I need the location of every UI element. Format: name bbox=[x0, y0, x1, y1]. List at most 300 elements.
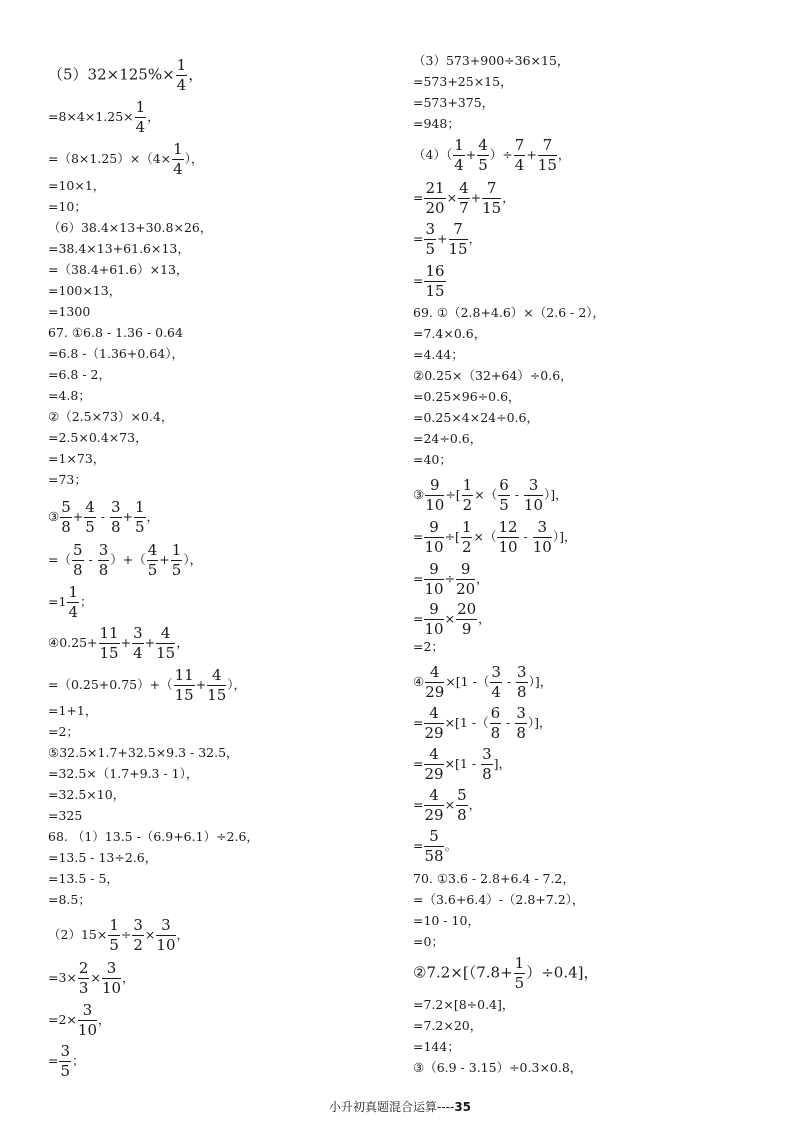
numerator: 3 bbox=[78, 1003, 97, 1021]
denominator: 10 bbox=[424, 580, 444, 598]
expr-text: ， bbox=[176, 635, 189, 650]
footer-label: 小升初真题混合运算---- bbox=[328, 1100, 455, 1114]
fraction bbox=[174, 668, 195, 703]
expr-text: ）， bbox=[183, 552, 203, 567]
expr-text: + bbox=[526, 147, 537, 162]
denominator: 5 bbox=[147, 561, 158, 579]
denominator: 8 bbox=[457, 806, 467, 824]
step-line: =13.5 - 13÷2.6， bbox=[48, 850, 158, 865]
fraction bbox=[78, 1003, 97, 1038]
fraction bbox=[132, 918, 144, 953]
numerator: 1 bbox=[68, 583, 78, 601]
denominator: 4 bbox=[491, 683, 501, 701]
step-line: =1+1， bbox=[48, 703, 98, 718]
expr-text: = bbox=[413, 797, 424, 812]
step-line bbox=[413, 222, 481, 257]
step-line: =0.25×4×24÷0.6， bbox=[413, 410, 539, 425]
expr-text: （5）32×125%× bbox=[48, 65, 175, 84]
step-line bbox=[413, 478, 568, 513]
numerator: 4 bbox=[207, 668, 226, 686]
expr-text: ， bbox=[468, 797, 482, 812]
fraction bbox=[171, 543, 183, 578]
expr-text: ， bbox=[188, 65, 204, 84]
numerator: 3 bbox=[156, 918, 175, 936]
numerator: 21 bbox=[425, 179, 445, 197]
step-line bbox=[48, 100, 160, 135]
expr-text: ④ bbox=[413, 674, 425, 689]
numerator: 9 bbox=[424, 520, 443, 538]
denominator: 5 bbox=[514, 974, 525, 992]
fraction bbox=[538, 138, 557, 173]
expr-text: + bbox=[470, 190, 482, 205]
expr-text: = bbox=[413, 571, 424, 586]
denominator: 4 bbox=[133, 644, 143, 662]
expr-text: - bbox=[84, 552, 97, 567]
denominator: 10 bbox=[101, 979, 122, 997]
step-line bbox=[48, 585, 93, 620]
denominator: 29 bbox=[424, 765, 444, 783]
numerator: 4 bbox=[459, 179, 469, 197]
step-line bbox=[413, 181, 515, 216]
step-line: =7.2×20， bbox=[413, 1018, 483, 1033]
numerator: 7 bbox=[514, 136, 525, 154]
expr-text: （2）15× bbox=[48, 927, 108, 942]
fraction bbox=[524, 478, 543, 513]
step-line: =4.44； bbox=[413, 347, 464, 362]
expr-text: =8×4×1.25× bbox=[48, 109, 134, 124]
denominator: 8 bbox=[490, 724, 501, 742]
denominator: 15 bbox=[99, 644, 119, 662]
fraction bbox=[456, 602, 477, 637]
step-line: =0.25×96÷0.6， bbox=[413, 389, 521, 404]
fraction bbox=[132, 626, 144, 661]
denominator: 10 bbox=[523, 496, 544, 514]
expr-text: - bbox=[519, 529, 532, 544]
expr-text: ， bbox=[146, 509, 160, 524]
expr-text: ）]， bbox=[544, 487, 568, 502]
numerator: 3 bbox=[102, 961, 121, 979]
fraction bbox=[490, 665, 502, 700]
expr-text: - bbox=[96, 509, 109, 524]
fraction bbox=[497, 520, 518, 555]
step-line bbox=[48, 500, 159, 535]
fraction bbox=[453, 138, 465, 173]
step-line: =7.2×[8÷0.4]， bbox=[413, 997, 515, 1012]
step-line: ⑤32.5×1.7+32.5×9.3 - 32.5， bbox=[48, 745, 239, 760]
step-line: =（38.4+61.6）×13， bbox=[48, 262, 189, 277]
numerator: 1 bbox=[171, 541, 182, 559]
numerator: 1 bbox=[514, 954, 525, 972]
expr-text: = bbox=[413, 273, 424, 288]
fraction bbox=[481, 747, 493, 782]
numerator: 4 bbox=[85, 498, 95, 516]
numerator: 4 bbox=[424, 747, 443, 765]
numerator: 1 bbox=[461, 518, 472, 536]
expr-text: = bbox=[413, 529, 424, 544]
denominator: 9 bbox=[461, 620, 472, 638]
denominator: 2 bbox=[462, 496, 473, 514]
problem-heading: 68. （1）13.5 -（6.9+6.1）÷2.6， bbox=[48, 829, 259, 844]
denominator: 3 bbox=[78, 979, 89, 997]
expr-text: + bbox=[195, 677, 207, 692]
step-line bbox=[413, 829, 457, 864]
fraction bbox=[514, 956, 526, 991]
expr-text: ③ bbox=[413, 487, 425, 502]
numerator: 1 bbox=[176, 56, 187, 74]
expr-text: + bbox=[465, 147, 477, 162]
fraction bbox=[72, 543, 84, 578]
expr-text: ④0.25+ bbox=[48, 635, 98, 650]
numerator: 1 bbox=[454, 136, 464, 154]
step-line: =6.8 -（1.36+0.64）， bbox=[48, 346, 184, 361]
denominator: 29 bbox=[425, 683, 445, 701]
expr-text: = bbox=[413, 715, 424, 730]
step-line: =144； bbox=[413, 1039, 460, 1054]
expr-text: ， bbox=[98, 1012, 111, 1027]
fraction bbox=[456, 788, 468, 823]
expr-text: - bbox=[510, 487, 523, 502]
expr-text: = bbox=[413, 611, 424, 626]
fraction bbox=[60, 500, 72, 535]
fraction bbox=[59, 1044, 71, 1079]
expr-text: ②7.2×[（7.8+ bbox=[413, 963, 513, 982]
fraction bbox=[156, 918, 175, 953]
step-line: =2.5×0.4×73， bbox=[48, 430, 148, 445]
expr-text: ×（ bbox=[473, 529, 497, 544]
fraction bbox=[514, 138, 526, 173]
expr-text: ； bbox=[72, 1053, 85, 1068]
step-line: （3）573+900÷36×15， bbox=[413, 53, 570, 68]
expr-text: × bbox=[90, 970, 101, 985]
step-line bbox=[48, 58, 203, 93]
denominator: 29 bbox=[424, 806, 444, 824]
page-number: 35 bbox=[454, 1100, 472, 1114]
step-line: =6.8 - 2， bbox=[48, 367, 111, 382]
fraction bbox=[449, 222, 468, 257]
numerator: 5 bbox=[61, 498, 71, 516]
expr-text: × bbox=[444, 797, 456, 812]
expr-text: × bbox=[444, 611, 456, 626]
numerator: 4 bbox=[156, 626, 175, 644]
expr-text: × bbox=[144, 927, 156, 942]
step-line bbox=[413, 138, 570, 173]
denominator: 10 bbox=[498, 538, 518, 556]
step-line bbox=[413, 264, 447, 299]
denominator: 29 bbox=[424, 724, 444, 742]
fraction bbox=[533, 520, 552, 555]
numerator: 4 bbox=[424, 706, 443, 724]
expr-text: - bbox=[502, 674, 516, 689]
expr-text: = bbox=[48, 1053, 59, 1068]
numerator: 4 bbox=[424, 788, 443, 806]
numerator: 5 bbox=[72, 541, 83, 559]
numerator: 1 bbox=[135, 98, 146, 116]
denominator: 10 bbox=[532, 538, 552, 556]
step-line: =40； bbox=[413, 452, 452, 467]
denominator: 2 bbox=[133, 936, 143, 954]
denominator: 4 bbox=[454, 156, 464, 174]
step-line: =100×13， bbox=[48, 283, 122, 298]
numerator: 7 bbox=[482, 181, 501, 199]
expr-text: ÷[ bbox=[444, 529, 460, 544]
fraction bbox=[99, 626, 120, 661]
denominator: 5 bbox=[135, 518, 145, 536]
expr-text: ， bbox=[502, 190, 515, 205]
step-line: =0； bbox=[413, 934, 444, 949]
step-line bbox=[48, 1044, 85, 1079]
fraction bbox=[108, 918, 120, 953]
fraction bbox=[84, 500, 96, 535]
numerator: 3 bbox=[533, 520, 552, 538]
expr-text: ×[1 - bbox=[444, 756, 481, 771]
expr-text: + bbox=[437, 231, 448, 246]
fraction bbox=[67, 585, 79, 620]
fraction bbox=[462, 478, 474, 513]
fraction bbox=[424, 520, 443, 555]
expr-text: =3× bbox=[48, 970, 77, 985]
step-line bbox=[413, 706, 552, 741]
numerator: 1 bbox=[173, 140, 183, 158]
denominator: 7 bbox=[459, 199, 469, 217]
denominator: 20 bbox=[425, 199, 445, 217]
denominator: 15 bbox=[207, 686, 227, 704]
step-line bbox=[48, 961, 135, 996]
step-line: =573+375， bbox=[413, 95, 495, 110]
fraction bbox=[424, 562, 443, 597]
expr-text: =（0.25+0.75）+（ bbox=[48, 677, 173, 692]
page-footer bbox=[0, 1098, 800, 1115]
numerator: 5 bbox=[424, 829, 443, 847]
expr-text: ， bbox=[122, 970, 135, 985]
step-line: ②（2.5×73）×0.4， bbox=[48, 409, 174, 424]
expr-text: ÷ bbox=[444, 571, 456, 586]
denominator: 4 bbox=[176, 76, 187, 94]
fraction bbox=[135, 100, 147, 135]
expr-text: ）÷0.4]， bbox=[526, 963, 599, 982]
fraction bbox=[207, 668, 226, 703]
numerator: 16 bbox=[425, 262, 445, 280]
numerator: 2 bbox=[78, 959, 89, 977]
denominator: 10 bbox=[77, 1021, 97, 1039]
expr-text: ③ bbox=[48, 509, 60, 524]
numerator: 7 bbox=[538, 138, 557, 156]
expr-text: × bbox=[446, 190, 458, 205]
denominator: 15 bbox=[448, 240, 468, 258]
expr-text: =（8×1.25）×（4× bbox=[48, 151, 172, 166]
fraction bbox=[424, 602, 443, 637]
expr-text: ）， bbox=[184, 151, 204, 166]
numerator: 9 bbox=[456, 562, 475, 580]
fraction bbox=[424, 222, 436, 257]
step-line: =73； bbox=[48, 472, 87, 487]
expr-text: = bbox=[413, 756, 424, 771]
expr-text: ×（ bbox=[474, 487, 498, 502]
denominator: 5 bbox=[85, 518, 95, 536]
denominator: 4 bbox=[68, 603, 78, 621]
denominator: 15 bbox=[482, 199, 502, 217]
numerator: 3 bbox=[482, 745, 492, 763]
expr-text: + bbox=[122, 509, 133, 524]
step-line: =（3.6+6.4）-（2.8+7.2）， bbox=[413, 892, 585, 907]
step-line: =8.5； bbox=[48, 892, 91, 907]
fraction bbox=[458, 181, 470, 216]
step-line: =2； bbox=[413, 639, 444, 654]
expr-text: =1 bbox=[48, 594, 67, 609]
fraction bbox=[110, 500, 122, 535]
fraction bbox=[482, 181, 501, 216]
fraction bbox=[515, 706, 527, 741]
step-line: =32.5×10， bbox=[48, 787, 126, 802]
expr-text: ； bbox=[79, 594, 93, 609]
step-line: =38.4×13+61.6×13， bbox=[48, 241, 190, 256]
expr-text: ， bbox=[476, 571, 489, 586]
problem-heading: 70. ①3.6 - 2.8+6.4 - 7.2， bbox=[413, 871, 575, 886]
numerator: 3 bbox=[517, 663, 527, 681]
fraction bbox=[490, 706, 502, 741]
expr-text: ）]， bbox=[552, 529, 577, 544]
problem-heading: 69. ①（2.8+4.6）×（2.6 - 2）， bbox=[413, 305, 606, 320]
step-line: =948； bbox=[413, 116, 460, 131]
expr-text: + bbox=[144, 635, 156, 650]
numerator: 3 bbox=[133, 624, 143, 642]
expr-text: ）+（ bbox=[110, 552, 146, 567]
expr-text: =2× bbox=[48, 1012, 77, 1027]
step-line bbox=[48, 668, 246, 703]
denominator: 8 bbox=[98, 561, 109, 579]
denominator: 20 bbox=[456, 580, 476, 598]
numerator: 3 bbox=[110, 498, 121, 516]
numerator: 3 bbox=[491, 663, 501, 681]
expr-text: =（ bbox=[48, 552, 71, 567]
numerator: 11 bbox=[99, 624, 119, 642]
fraction bbox=[456, 562, 475, 597]
step-line: =13.5 - 5， bbox=[48, 871, 119, 886]
step-line bbox=[413, 956, 598, 991]
denominator: 5 bbox=[425, 240, 436, 258]
expr-text: ÷ bbox=[120, 927, 132, 942]
step-line bbox=[48, 1003, 111, 1038]
step-line: ②0.25×（32+64）÷0.6， bbox=[413, 368, 573, 383]
step-line: =573+25×15， bbox=[413, 74, 513, 89]
expr-text: 。 bbox=[444, 838, 458, 853]
expr-text: = bbox=[413, 838, 424, 853]
numerator: 4 bbox=[478, 136, 488, 154]
denominator: 2 bbox=[461, 538, 472, 556]
numerator: 4 bbox=[147, 541, 158, 559]
expr-text: ÷[ bbox=[445, 487, 461, 502]
denominator: 8 bbox=[516, 724, 526, 742]
fraction bbox=[134, 500, 146, 535]
numerator: 3 bbox=[516, 704, 526, 722]
fraction bbox=[424, 706, 443, 741]
denominator: 8 bbox=[482, 765, 492, 783]
numerator: 5 bbox=[457, 786, 467, 804]
step-line: =10； bbox=[48, 199, 87, 214]
numerator: 3 bbox=[98, 541, 109, 559]
expr-text: - bbox=[502, 715, 515, 730]
numerator: 1 bbox=[135, 498, 145, 516]
step-line: ③（6.9 - 3.15）÷0.3×0.8， bbox=[413, 1060, 583, 1075]
expr-text: ]， bbox=[493, 756, 511, 771]
expr-text: + bbox=[120, 635, 132, 650]
step-line bbox=[48, 543, 202, 578]
expr-text: = bbox=[413, 231, 424, 246]
step-line bbox=[413, 747, 511, 782]
denominator: 4 bbox=[135, 118, 146, 136]
step-line: =4.8； bbox=[48, 388, 91, 403]
expr-text: ）]， bbox=[528, 674, 553, 689]
step-line: =1×73， bbox=[48, 451, 106, 466]
expr-text: ， bbox=[147, 109, 160, 124]
expr-text: ）]， bbox=[527, 715, 552, 730]
denominator: 4 bbox=[514, 156, 525, 174]
numerator: 3 bbox=[133, 916, 143, 934]
fraction bbox=[78, 961, 90, 996]
step-line bbox=[413, 562, 489, 597]
expr-text: ， bbox=[478, 611, 491, 626]
denominator: 10 bbox=[424, 620, 444, 638]
step-line bbox=[48, 142, 203, 177]
step-line: =10×1， bbox=[48, 178, 106, 193]
fraction bbox=[424, 788, 443, 823]
denominator: 8 bbox=[61, 518, 71, 536]
fraction bbox=[424, 264, 445, 299]
step-line: =7.4×0.6， bbox=[413, 326, 487, 341]
expr-text: ， bbox=[557, 147, 571, 162]
denominator: 10 bbox=[424, 538, 444, 556]
step-line bbox=[413, 520, 576, 555]
denominator: 5 bbox=[171, 561, 182, 579]
denominator: 8 bbox=[110, 518, 121, 536]
fraction bbox=[516, 665, 528, 700]
numerator: 9 bbox=[424, 602, 443, 620]
expr-text: ）÷ bbox=[489, 147, 513, 162]
numerator: 11 bbox=[174, 666, 194, 684]
expr-text: ×[1 -（ bbox=[445, 674, 490, 689]
problem-heading: 67. ①6.8 - 1.36 - 0.64 bbox=[48, 325, 183, 340]
step-line: =10 - 10， bbox=[413, 913, 480, 928]
fraction bbox=[461, 520, 473, 555]
step-line: =2； bbox=[48, 724, 79, 739]
denominator: 5 bbox=[499, 496, 509, 514]
numerator: 3 bbox=[524, 478, 543, 496]
denominator: 10 bbox=[425, 496, 445, 514]
step-line bbox=[413, 665, 552, 700]
numerator: 7 bbox=[449, 222, 468, 240]
step-line bbox=[413, 788, 481, 823]
step-line: =24÷0.6， bbox=[413, 431, 483, 446]
denominator: 15 bbox=[537, 156, 557, 174]
expr-text: + bbox=[72, 509, 84, 524]
denominator: 58 bbox=[424, 847, 444, 865]
fraction bbox=[176, 58, 188, 93]
numerator: 6 bbox=[490, 704, 501, 722]
fraction bbox=[424, 747, 443, 782]
denominator: 10 bbox=[156, 936, 176, 954]
expr-text: ， bbox=[468, 231, 482, 246]
numerator: 6 bbox=[499, 476, 509, 494]
fraction bbox=[425, 665, 444, 700]
step-line bbox=[48, 626, 189, 661]
denominator: 15 bbox=[156, 644, 176, 662]
numerator: 12 bbox=[498, 518, 518, 536]
expr-text: ， bbox=[176, 927, 190, 942]
step-line: =325 bbox=[48, 808, 83, 823]
expr-text: + bbox=[159, 552, 170, 567]
numerator: 20 bbox=[457, 600, 477, 618]
numerator: 1 bbox=[109, 916, 119, 934]
denominator: 5 bbox=[478, 156, 488, 174]
